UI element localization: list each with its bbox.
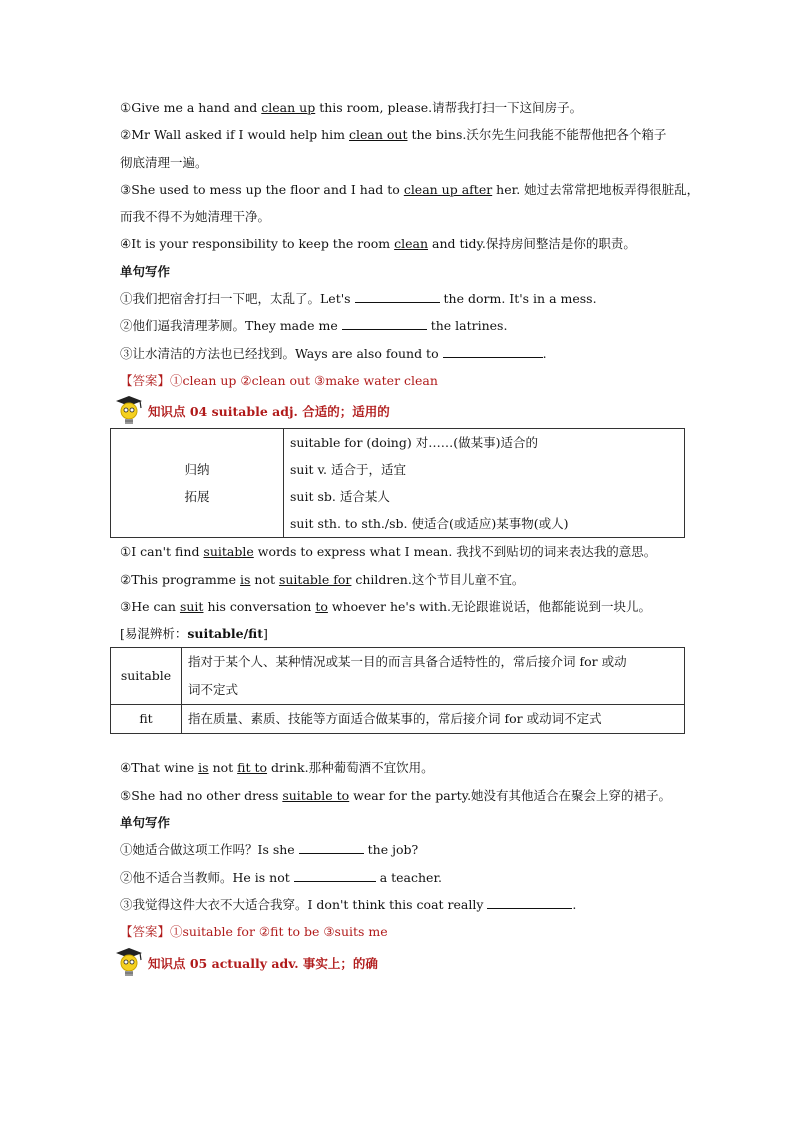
knowledge-point-title: 知识点 04 suitable adj. 合适的；适用的 xyxy=(148,404,390,420)
exercise-heading: 单句写作 xyxy=(120,263,171,279)
example-line: 而我不得不为她清理干净。 xyxy=(120,209,271,225)
table-row: suit v. 适合于，适宜 xyxy=(290,462,406,478)
example-line: ③She used to mess up the floor and I had to clean up after her. 她过去常常把地板弄得很脏乱， xyxy=(120,181,700,197)
underlined-phrase: suitable xyxy=(203,544,254,560)
label-extend: 拓展 xyxy=(184,489,210,505)
underlined-phrase: clean xyxy=(394,236,429,252)
example-lines-mid xyxy=(120,538,686,620)
scholar-bulb-icon xyxy=(114,394,144,428)
underlined-phrase: clean up xyxy=(261,100,316,115)
exercise-item: ③我觉得这件大衣不大适合我穿。I don't think this coat really . xyxy=(120,896,577,912)
answer-blank[interactable] xyxy=(355,290,440,303)
example-lines-bottom xyxy=(120,754,686,809)
answer-line: 【答案】①suitable for ②fit to be ③suits me xyxy=(120,924,388,940)
desc-cell: 指对于某个人、某种情况或某一目的而言具备合适特性的，常后接介词 for 或动 词不定式 xyxy=(182,648,685,705)
exercise-2 xyxy=(120,809,686,945)
confusion-heading: [易混辨析：suitable/fit] xyxy=(120,626,268,642)
label-summary: 归纳 xyxy=(184,462,210,478)
knowledge-point-05 xyxy=(120,946,686,980)
desc-cell: 指在质量、素质、技能等方面适合做某事的，常后接介词 for 或动词不定式 xyxy=(182,705,685,734)
exercise-item: ③让水清洁的方法也已经找到。Ways are also found to . xyxy=(120,345,547,361)
table-row: suit sth. to sth./sb. 使适合(或适应)某事物(或人) xyxy=(290,516,569,532)
knowledge-point-title: 知识点 05 actually adv. 事实上；的确 xyxy=(148,955,378,971)
answer-blank[interactable] xyxy=(342,317,427,330)
example-line: ①Give me a hand and clean up this room, please.请帮我打扫一下这间房子。 xyxy=(120,100,583,115)
word-cell: suitable xyxy=(111,648,182,705)
exercise-item: ②他们逼我清理茅厕。They made me the latrines. xyxy=(120,318,508,334)
underlined-phrase: fit to xyxy=(237,760,268,776)
underlined-phrase: suitable for xyxy=(278,571,352,587)
exercise-items xyxy=(120,836,686,918)
answer-blank[interactable] xyxy=(299,841,364,854)
exercise-1 xyxy=(120,258,686,394)
table-left-cell xyxy=(111,429,284,538)
exercise-items xyxy=(120,285,686,367)
underlined-phrase: suitable to xyxy=(282,787,350,803)
answer-blank[interactable] xyxy=(294,869,376,882)
table-row xyxy=(111,648,685,705)
document-page xyxy=(120,94,700,980)
exercise-item: ②他不适合当教师。He is not a teacher. xyxy=(120,869,443,885)
underlined-phrase: clean up after xyxy=(403,181,493,197)
table-row: suit sb. 适合某人 xyxy=(290,489,390,505)
word-cell: fit xyxy=(111,705,182,734)
knowledge-point-04 xyxy=(120,394,686,428)
example-line: ③He can suit his conversation to whoever he's with.无论跟谁说话，他都能说到一块儿。 xyxy=(120,598,651,614)
answer-blank[interactable] xyxy=(487,896,572,909)
comparison-table xyxy=(110,647,685,734)
table-right-cell xyxy=(284,429,685,538)
scholar-bulb-icon xyxy=(114,946,144,980)
example-lines-top xyxy=(120,94,700,258)
underlined-phrase: is xyxy=(240,571,251,587)
underlined-phrase: to xyxy=(315,598,328,614)
table-row: suitable for (doing) 对……(做某事)适合的 xyxy=(290,435,538,451)
example-line: 彻底清理一遍。 xyxy=(120,154,208,170)
exercise-item: ①她适合做这项工作吗？Is she the job? xyxy=(120,842,419,858)
underlined-phrase: clean out xyxy=(349,127,408,143)
underlined-phrase: suit xyxy=(179,598,204,614)
exercise-item: ①我们把宿舍打扫一下吧，太乱了。Let's the dorm. It's in a mess. xyxy=(120,291,597,307)
underlined-phrase: is xyxy=(198,760,209,776)
example-line: ④It is your responsibility to keep the room clean and tidy.保持房间整洁是你的职责。 xyxy=(120,236,636,252)
example-line: ④That wine is not fit to drink.那种葡萄酒不宜饮用。 xyxy=(120,760,434,776)
answer-blank[interactable] xyxy=(443,345,543,358)
exercise-heading: 单句写作 xyxy=(120,815,171,831)
answer-line: 【答案】①clean up ②clean out ③make water clean xyxy=(120,372,438,388)
table-row xyxy=(111,705,685,734)
example-line: ②Mr Wall asked if I would help him clean out the bins.沃尔先生问我能不能帮他把各个箱子 xyxy=(120,127,667,143)
example-line: ②This programme is not suitable for children.这个节目儿童不宜。 xyxy=(120,571,525,587)
example-line: ⑤She had no other dress suitable to wear for the party.她没有其他适合在聚会上穿的裙子。 xyxy=(120,787,672,803)
example-line: ①I can't find suitable words to express what I mean. 我找不到贴切的词来表达我的意思。 xyxy=(120,544,657,560)
summary-table xyxy=(110,428,685,538)
